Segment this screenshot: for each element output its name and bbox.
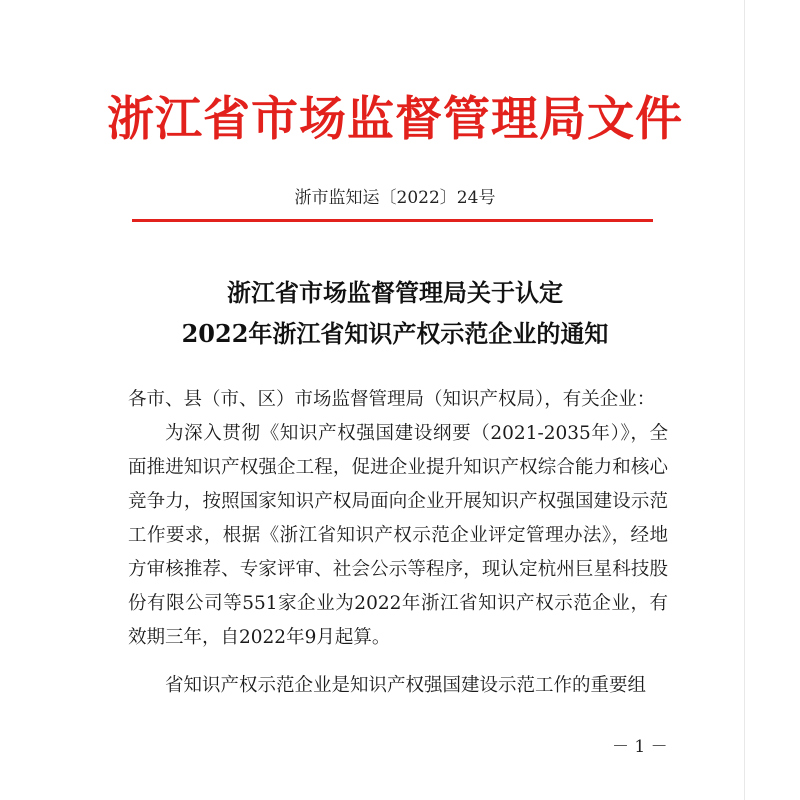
salutation: 各市、县（市、区）市场监督管理局（知识产权局），有关企业： — [128, 389, 656, 410]
document-number: 浙市监知运〔2022〕24号 — [294, 188, 496, 208]
red-divider-line — [132, 219, 653, 222]
document-header-title: 浙江省市场监督管理局文件 — [107, 92, 683, 147]
body-paragraph-1: 为深入贯彻《知识产权强国建设纲要（2021-2035年）》，全面推进知识产权强企工程，促进企业提升知识产权综合能力和核心竞争力，按照国家知识产权局面向企业开展知识产权强国建设示范工作要求，根据《浙江省知识产权示范企业评定管理办法》，经地方审核推荐、专家评审、社会公示等程序，现认定杭州巨星科技股份有限公司等551家企业为2022年浙江省知识产权示范企业，有效期三年，自2022年9月起算。 — [128, 423, 668, 648]
notice-title-line-2: 2022年浙江省知识产权示范企业的通知 — [181, 319, 609, 348]
notice-title-line-1: 浙江省市场监督管理局关于认定 — [227, 278, 563, 307]
page-number: － 1 － — [612, 737, 668, 757]
body-paragraph-2: 省知识产权示范企业是知识产权强国建设示范工作的重要组 — [165, 675, 647, 696]
